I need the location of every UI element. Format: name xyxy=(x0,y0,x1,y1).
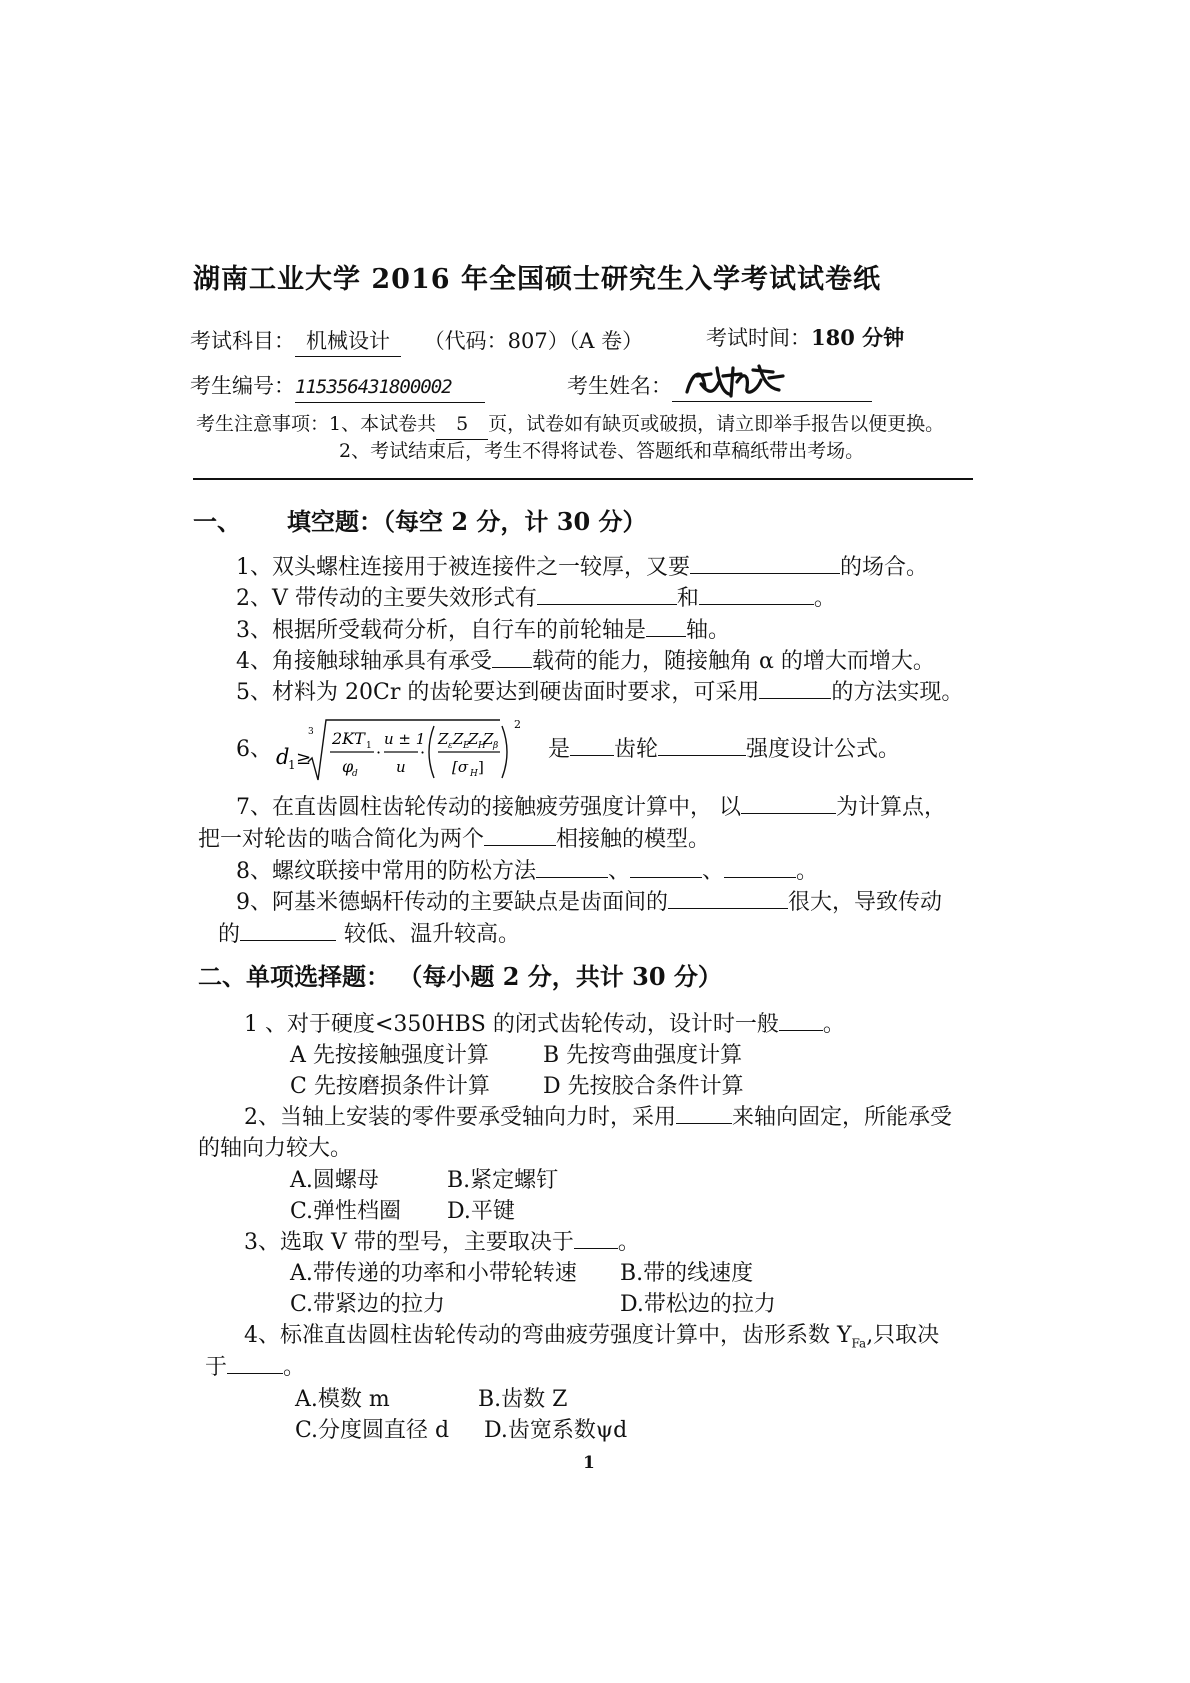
s1-q9-blank-2[interactable] xyxy=(240,920,336,941)
formula-z2: Z xyxy=(453,730,464,748)
section2-title: 单项选择题： （每小题 2 分，共计 30 分） xyxy=(246,962,722,991)
exam-code: （代码：807）（A 卷） xyxy=(423,329,644,353)
s1-q8-blank-1[interactable] xyxy=(536,857,608,878)
s1-q5-blank[interactable] xyxy=(759,678,831,699)
s2-q1-text: 1 、对于硬度<350HBS 的闭式齿轮传动，设计时一般 xyxy=(244,1012,779,1037)
s1-q8-tail: 。 xyxy=(796,859,819,884)
formula-z3: Z xyxy=(468,730,479,748)
s2-q1 xyxy=(244,1010,845,1040)
s1-q8-sep1: 、 xyxy=(608,859,631,884)
formula-left-paren xyxy=(429,726,434,778)
s2-q3-tail: 。 xyxy=(617,1230,640,1255)
s2-q4-sub: Fa xyxy=(851,1336,867,1351)
page-number: 1 xyxy=(583,1453,595,1473)
formula-svg xyxy=(238,712,538,788)
section2-number: 二、 xyxy=(198,962,246,991)
handwritten-signature xyxy=(683,362,788,402)
s1-q6-mid2: 齿轮 xyxy=(614,737,659,762)
s1-q3-tail: 轴。 xyxy=(686,618,731,643)
s2-q1-tail: 。 xyxy=(822,1012,845,1037)
s1-q8-blank-2[interactable] xyxy=(630,857,702,878)
section1-heading xyxy=(193,507,647,537)
s1-q7-d: 相接触的模型。 xyxy=(556,827,711,852)
s1-q6-tail xyxy=(548,735,900,765)
s1-q7-blank-1[interactable] xyxy=(741,793,836,814)
s1-q9-d: 较低、温升较高。 xyxy=(344,922,521,947)
s2-q1-blank[interactable] xyxy=(779,1010,823,1031)
s1-q7-line1 xyxy=(236,793,946,823)
s1-q8-text: 8、螺纹联接中常用的防松方法 xyxy=(236,859,536,884)
header-divider xyxy=(193,478,973,480)
formula-exponent: 2 xyxy=(514,718,521,731)
s2-q1-option-c[interactable]: C 先按磨损条件计算 xyxy=(290,1074,490,1099)
note1-pages: 5 xyxy=(436,409,488,440)
s2-q3-text: 3、选取 V 带的型号，主要取决于 xyxy=(244,1230,574,1255)
s1-q9-c: 的 xyxy=(218,922,241,947)
s1-q2-mid: 和 xyxy=(676,586,699,611)
formula-z1-sub: ε xyxy=(448,741,453,751)
s2-q4-end: 。 xyxy=(283,1355,306,1380)
formula-dot-2: · xyxy=(420,743,426,762)
s2-q4-option-d[interactable]: D.齿宽系数ψd xyxy=(484,1418,628,1443)
s2-q4-option-c[interactable]: C.分度圆直径 d xyxy=(295,1418,450,1443)
s2-q3 xyxy=(244,1228,640,1258)
bending-strength-formula xyxy=(238,712,538,788)
formula-ge: ≥ xyxy=(296,748,312,769)
s1-q8-blank-3[interactable] xyxy=(724,857,796,878)
formula-z2-sub: E xyxy=(463,741,470,751)
formula-z4-sub: β xyxy=(493,741,499,751)
s2-q2-post: 来轴向固定，所能承受 xyxy=(732,1105,953,1130)
subject-value: 机械设计 xyxy=(295,326,401,357)
s2-q1-option-b[interactable]: B 先按弯曲强度计算 xyxy=(543,1043,743,1068)
s1-q3-blank[interactable] xyxy=(646,616,686,637)
formula-root-index: 3 xyxy=(308,727,314,737)
s1-q6-blank-1[interactable] xyxy=(570,735,614,756)
s1-q6-post: 强度设计公式。 xyxy=(746,737,901,762)
candidate-id-label: 考生编号： xyxy=(190,374,295,398)
candidate-id-value: 115356431800002 xyxy=(295,372,485,403)
note-line-2: 2、考试结束后，考生不得将试卷、答题纸和草稿纸带出考场。 xyxy=(339,440,865,462)
formula-den3: [σ xyxy=(452,758,469,776)
section1-number: 一、 xyxy=(193,507,241,536)
formula-z1: Z xyxy=(438,730,449,748)
formula-d: d xyxy=(276,745,290,769)
s1-q5 xyxy=(236,678,963,708)
s2-q4-option-a[interactable]: A.模数 m xyxy=(295,1387,390,1412)
s2-q4-c: 于 xyxy=(205,1355,228,1380)
s1-q9-line2 xyxy=(218,920,520,950)
s1-q7-b: 为计算点， xyxy=(836,795,947,820)
s2-q2-option-a[interactable]: A.圆螺母 xyxy=(290,1168,379,1193)
formula-d-sub: 1 xyxy=(288,758,296,772)
s1-q4-text: 4、角接触球轴承具有承受 xyxy=(236,649,492,674)
formula-num1-sub: 1 xyxy=(366,741,372,751)
s2-q2-line1 xyxy=(244,1103,952,1133)
s1-q6-blank-2[interactable] xyxy=(658,735,746,756)
s2-q2-line2: 的轴向力较大。 xyxy=(198,1136,353,1161)
section2-heading xyxy=(198,962,722,992)
s1-q9-line1 xyxy=(236,888,942,918)
s2-q4-line1 xyxy=(244,1321,939,1358)
subject-label: 考试科目： xyxy=(190,329,295,353)
s2-q3-option-c[interactable]: C.带紧边的拉力 xyxy=(290,1292,446,1317)
s1-q5-text: 5、材料为 20Cr 的齿轮要达到硬齿面时要求，可采用 xyxy=(236,680,760,705)
formula-num2: u ± 1 xyxy=(384,730,426,748)
time-label: 考试时间： xyxy=(706,326,811,350)
formula-den3-end: ] xyxy=(478,758,484,776)
formula-right-paren xyxy=(502,726,507,778)
s1-q1-text: 1、双头螺柱连接用于被连接件之一较厚，又要 xyxy=(236,555,690,580)
s1-q1-tail: 的场合。 xyxy=(840,555,929,580)
formula-dot: · xyxy=(376,743,382,762)
exam-title: 湖南工业大学 2016 年全国硕士研究生入学考试试卷纸 xyxy=(193,264,881,295)
candidate-name-label: 考生姓名： xyxy=(567,374,672,398)
s2-q2-blank[interactable] xyxy=(676,1103,732,1124)
s2-q4-text: 4、标准直齿圆柱齿轮传动的弯曲疲劳强度计算中，齿形系数 Y xyxy=(244,1323,852,1348)
s1-q3-text: 3、根据所受载荷分析，自行车的前轮轴是 xyxy=(236,618,646,643)
s1-q7-blank-2[interactable] xyxy=(484,825,556,846)
s2-q3-option-b[interactable]: B.带的线速度 xyxy=(620,1261,754,1286)
s2-q4-option-b[interactable]: B.齿数 Z xyxy=(478,1387,568,1412)
formula-den1-sub: d xyxy=(352,769,358,779)
s1-q7-a: 7、在直齿圆柱齿轮传动的接触疲劳强度计算中， 以 xyxy=(236,795,741,820)
s2-q2-option-b[interactable]: B.紧定螺钉 xyxy=(447,1168,559,1193)
notes-label: 考生注意事项： xyxy=(196,413,330,435)
s1-q8 xyxy=(236,857,818,887)
formula-den1: φ xyxy=(342,757,354,776)
s1-q9-a: 9、阿基米德蜗杆传动的主要缺点是齿面间的 xyxy=(236,890,668,915)
s1-q2 xyxy=(236,584,836,614)
time-value: 180 分钟 xyxy=(811,325,905,350)
formula-den2: u xyxy=(396,758,406,776)
s1-q8-sep2: 、 xyxy=(702,859,725,884)
s1-q4 xyxy=(236,647,935,677)
s1-q5-tail: 的方法实现。 xyxy=(831,680,964,705)
s1-q2-blank-2[interactable] xyxy=(699,584,814,605)
s2-q3-option-d[interactable]: D.带松边的拉力 xyxy=(620,1292,776,1317)
s2-q2-option-c[interactable]: C.弹性档圈 xyxy=(290,1199,402,1224)
s2-q3-blank[interactable] xyxy=(574,1228,618,1249)
s2-q4-line2 xyxy=(205,1353,305,1383)
s1-q4-tail: 载荷的能力，随接触角 α 的增大而增大。 xyxy=(532,649,935,674)
s1-q2-text: 2、V 带传动的主要失效形式有 xyxy=(236,586,537,611)
section1-title: 填空题：（每空 2 分，计 30 分） xyxy=(287,507,647,536)
s1-q4-blank[interactable] xyxy=(492,647,532,668)
note1-post: 页，试卷如有缺页或破损，请立即举手报告以便更换。 xyxy=(488,413,945,435)
s1-q9-b: 很大，导致传动 xyxy=(788,890,943,915)
time-line xyxy=(706,323,904,353)
formula-den3-sub: H xyxy=(470,769,478,779)
s1-q1-blank[interactable] xyxy=(690,553,840,574)
s1-q6-number: 6、 xyxy=(236,737,272,762)
candidate-id-line xyxy=(190,371,485,403)
note1-pre: 1、本试卷共 xyxy=(329,413,437,435)
s1-q7-line2 xyxy=(198,825,710,855)
s2-q4-post: ,只取决 xyxy=(866,1323,940,1348)
s2-q4-blank[interactable] xyxy=(227,1353,283,1374)
s2-q3-option-a[interactable]: A.带传递的功率和小带轮转速 xyxy=(290,1261,577,1286)
subject-line xyxy=(190,326,643,357)
s2-q2-option-d[interactable]: D.平键 xyxy=(447,1199,515,1224)
s1-q3 xyxy=(236,616,730,646)
formula-z4: Z xyxy=(483,730,494,748)
s1-q7-c: 把一对轮齿的啮合简化为两个 xyxy=(198,827,485,852)
s2-q1-option-a[interactable]: A 先按接触强度计算 xyxy=(290,1043,489,1068)
s2-q1-option-d[interactable]: D 先按胶合条件计算 xyxy=(543,1074,744,1099)
s1-q9-blank-1[interactable] xyxy=(668,888,788,909)
s1-q6-mid1: 是 xyxy=(548,737,571,762)
formula-z3-sub: H xyxy=(478,741,486,751)
s1-q1 xyxy=(236,553,928,583)
s2-q2-text: 2、当轴上安装的零件要承受轴向力时，采用 xyxy=(244,1105,676,1130)
s1-q2-blank-1[interactable] xyxy=(537,584,677,605)
s1-q2-tail: 。 xyxy=(813,586,836,611)
formula-num1: 2KT xyxy=(332,729,365,748)
